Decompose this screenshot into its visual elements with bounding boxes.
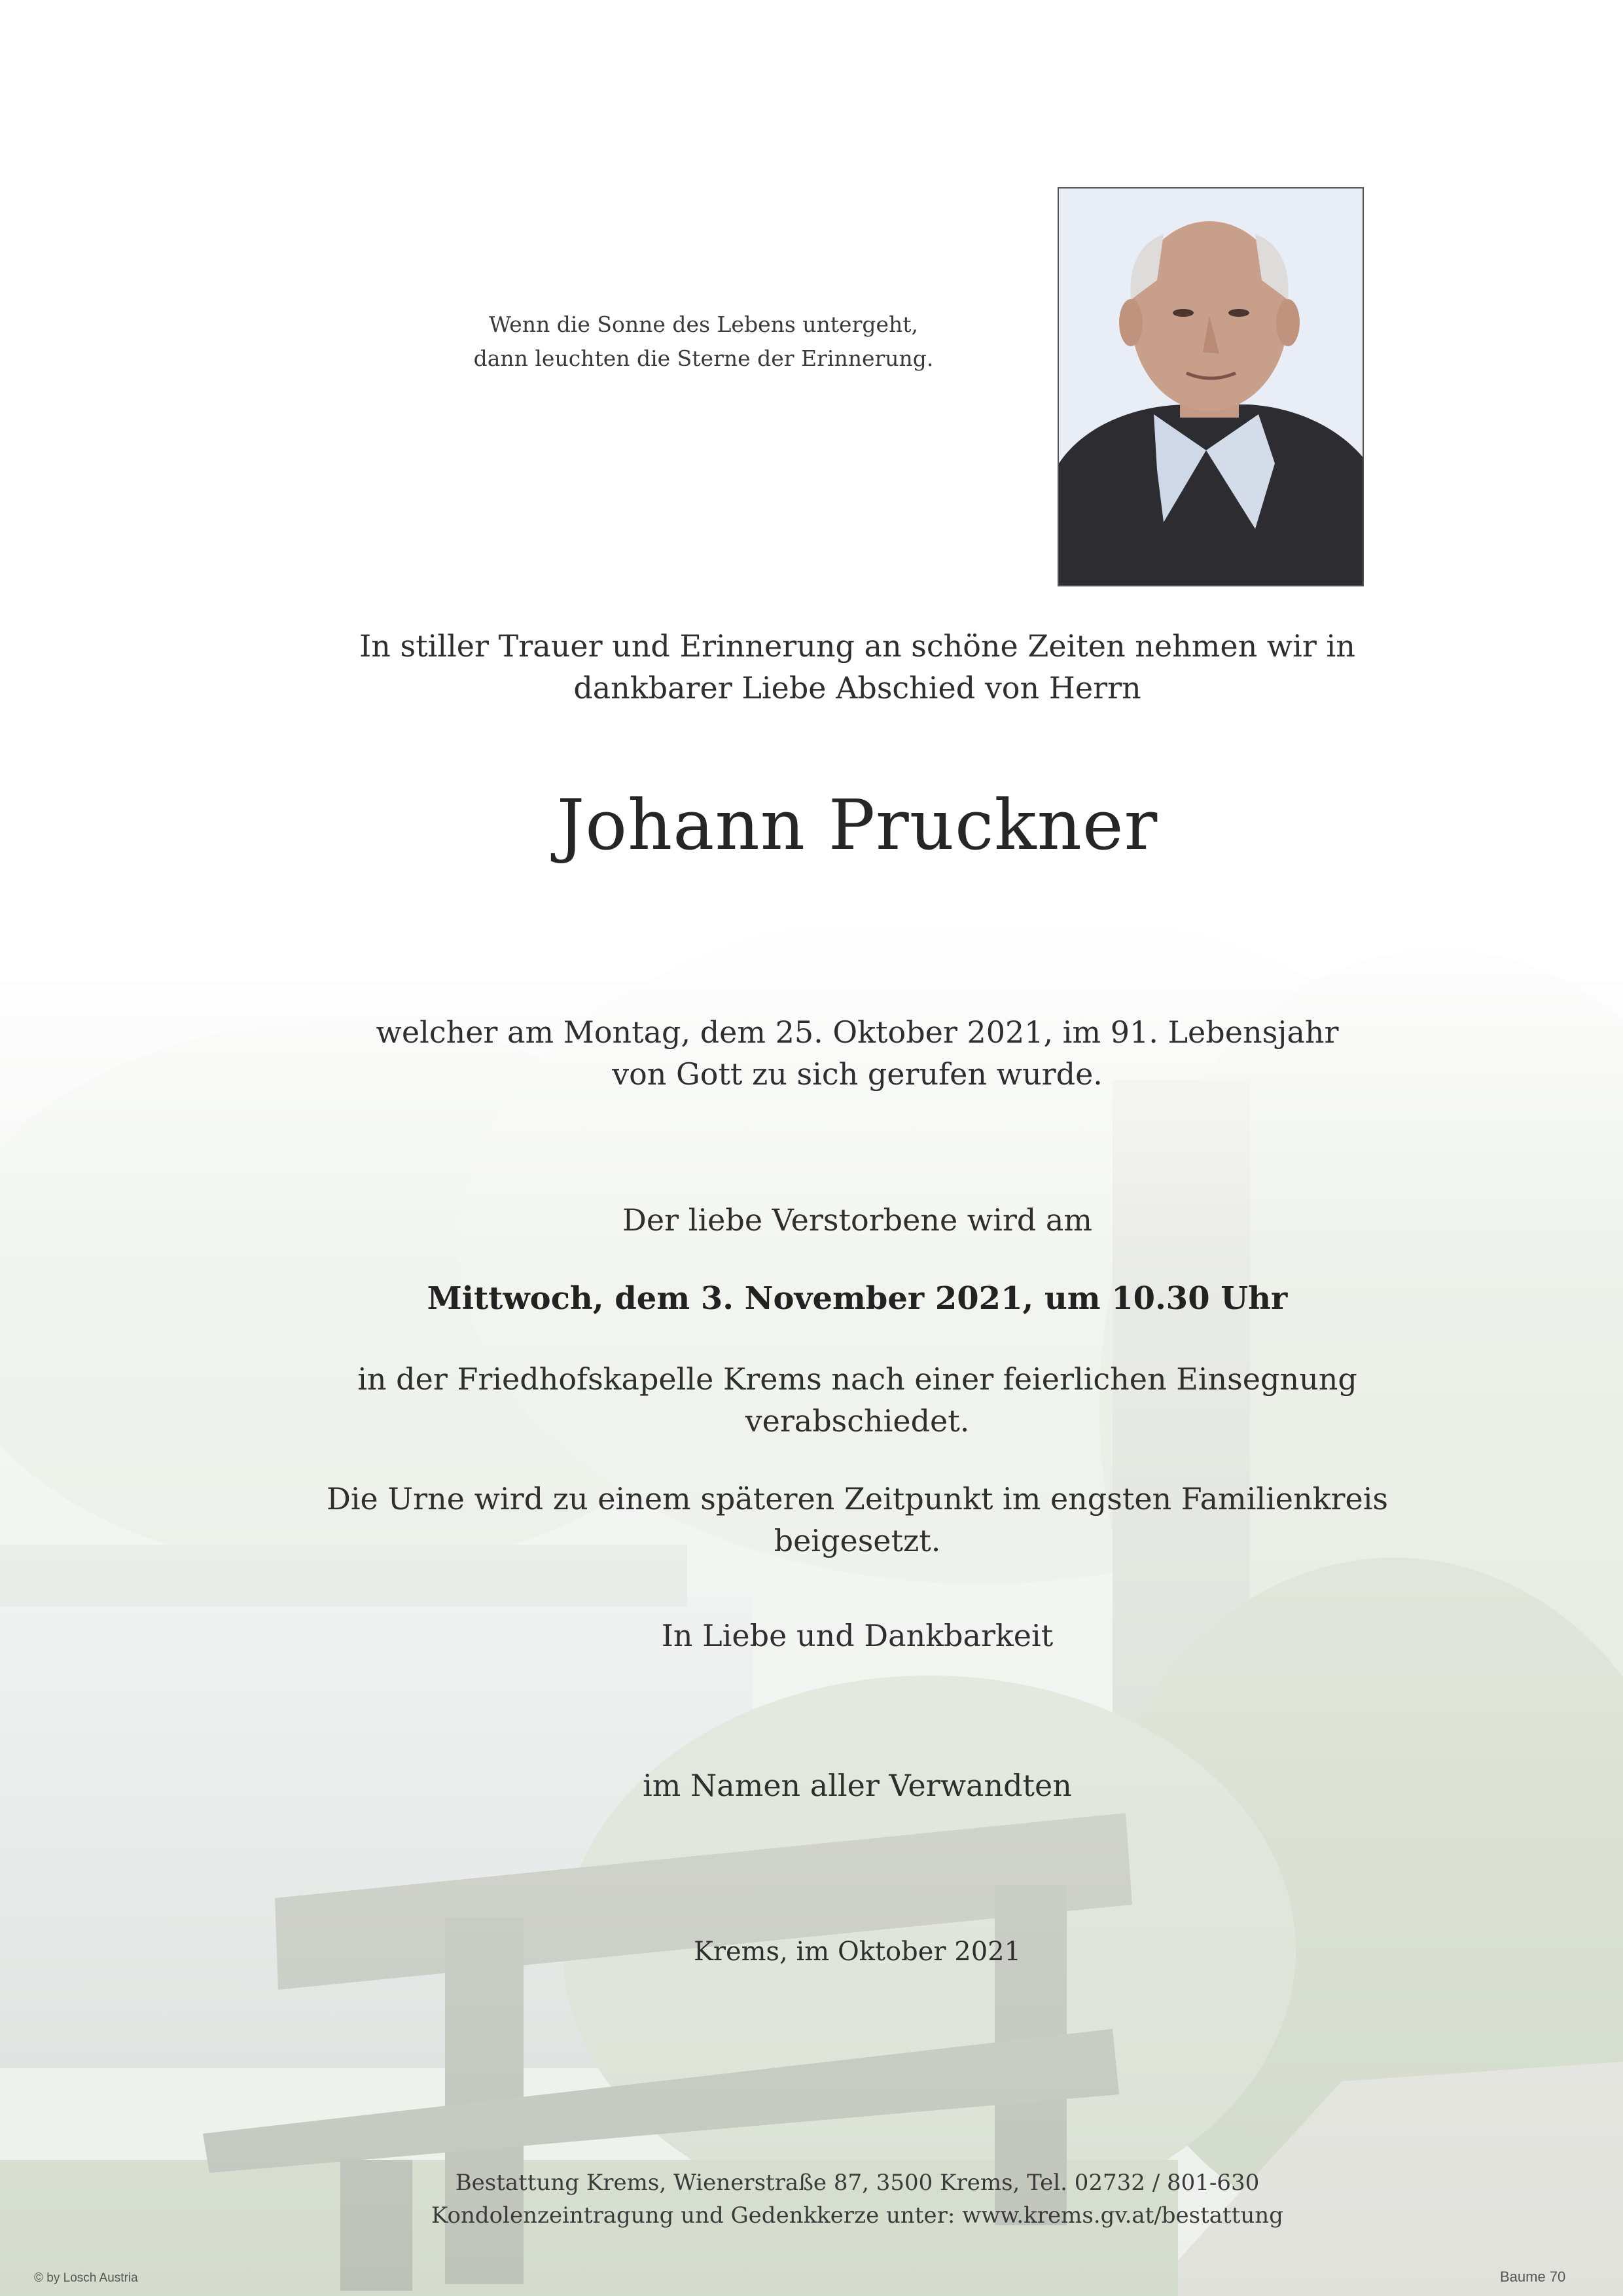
footer-line-2: Kondolenzeintragung und Gedenkkerze unter: www.krems.gv.at/bestattung [431,2202,1283,2229]
funeral-intro: Der liebe Verstorbene wird am [622,1202,1092,1238]
motto-line-1: Wenn die Sonne des Lebens untergeht, [488,312,919,337]
urn-line-2: beigesetzt. [774,1523,941,1558]
funeral-location-line-1: in der Friedhofskapelle Krems nach einer feierlichen Einsegnung [357,1361,1357,1397]
funeral-location [288,1358,1427,1442]
intro-line-2: dankbarer Liebe Abschied von Herrn [573,670,1141,706]
death-notice-line-2: von Gott zu sich gerufen wurde. [612,1056,1103,1092]
urn-burial-note [288,1478,1427,1562]
footer-line-1: Bestattung Krems, Wienerstraße 87, 3500 Krems, Tel. 02732 / 801-630 [455,2170,1260,2196]
design-label: Baume 70 [1500,2269,1566,2285]
motto-line-2: dann leuchten die Sterne der Erinnerung. [473,346,934,371]
portrait-photo [1058,187,1364,586]
funeral-location-line-2: verabschiedet. [745,1403,970,1439]
deceased-name: Johann Pruckner [556,785,1158,865]
portrait-illustration [1059,188,1363,585]
closing-relatives: im Namen aller Verwandten [643,1768,1072,1803]
death-notice-line-1: welcher am Montag, dem 25. Oktober 2021, im 91. Lebensjahr [376,1014,1339,1050]
intro-line-1: In stiller Trauer und Erinnerung an schöne Zeiten nehmen wir in [359,628,1355,664]
motto-quote [366,308,1041,376]
death-notice [288,1011,1427,1095]
copyright-note: © by Losch Austria [34,2271,138,2285]
place-and-date: Krems, im Oktober 2021 [693,1937,1022,1967]
intro-text [288,625,1427,709]
closing-thanks: In Liebe und Dankbarkeit [661,1618,1054,1653]
funeral-home-footer [288,2166,1427,2232]
urn-line-1: Die Urne wird zu einem späteren Zeitpunkt im engsten Familienkreis [326,1481,1389,1516]
funeral-date: Mittwoch, dem 3. November 2021, um 10.30 Uhr [427,1280,1288,1317]
